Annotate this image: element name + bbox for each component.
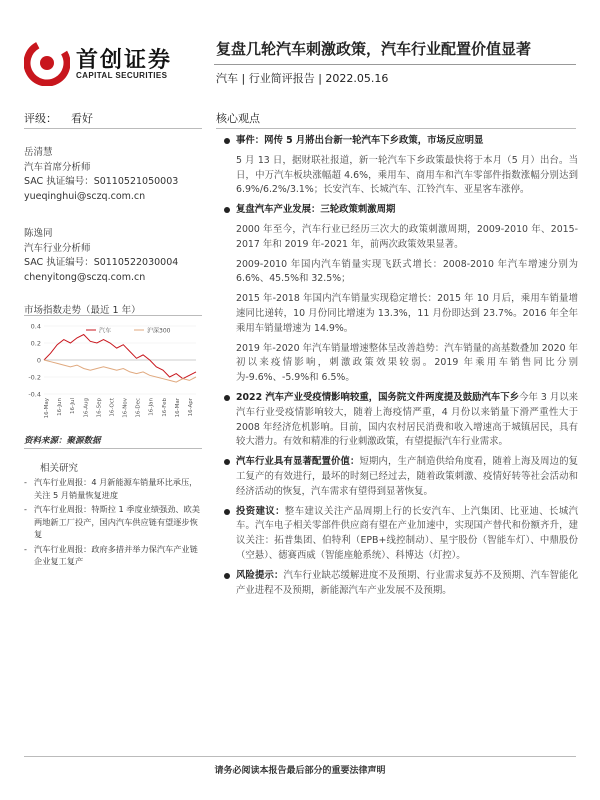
core-bullet — [222, 134, 578, 149]
x-tick-label: 16-Dec — [135, 398, 142, 418]
core-bullet — [222, 455, 578, 499]
paragraph-text: 5 月 13 日，据财联社报道，新一轮汽车下乡政策最快将于本月（5 月）出台。当日，中万汽车板块涨幅超 4.6%，乘用车、商用车和汽车零部件指数涨幅分别达到 6.9%/6.2%/3.1%；长安汽车、长城汽车、江铃汽车、亚星客车涨停。 — [236, 154, 578, 196]
x-tick-label: 16-Nov — [122, 398, 129, 418]
bullet-heading: 风险提示： — [236, 569, 284, 581]
core-bullet — [222, 391, 578, 450]
left-divider — [24, 128, 202, 129]
x-tick-label: 16-Oct — [109, 398, 116, 417]
legend-label: 沪深300 — [147, 327, 171, 335]
core-paragraph — [222, 292, 578, 336]
paragraph-text: 2000 年至今，汽车行业已经历三次大的政策刺激周期，2009-2010 年、2015-2017 年和 2019 年-2021 年，前两次政策效果显著。 — [236, 223, 578, 250]
source-divider — [24, 448, 202, 449]
core-paragraph — [222, 342, 578, 386]
x-tick-label: 16-Aug — [83, 398, 90, 418]
paragraph-text: 汽车行业缺芯缓解进度不及预期、行业需求复苏不及预期、汽车智能化产业进程不及预期，新能源汽车产业发展不及预期。 — [236, 569, 578, 596]
analyst-card — [24, 146, 178, 204]
x-tick-label: 16-Feb — [161, 398, 168, 417]
analyst-name: 岳清慧 — [24, 147, 53, 158]
footer-disclaimer: 请务必阅读本报告最后部分的重要法律声明 — [214, 766, 386, 776]
report-title: 复盘几轮汽车刺激政策，汽车行业配置价值显著 — [216, 40, 532, 58]
y-tick-label: -0.4 — [28, 390, 41, 399]
analyst-name: 陈逸同 — [24, 228, 53, 239]
y-tick-label: 0 — [36, 356, 41, 365]
analyst-sac: SAC 执证编号：S0110521050003 — [24, 176, 179, 187]
x-tick-label: 16-Mar — [174, 398, 181, 418]
chart-source: 资料来源：聚源数据 — [24, 436, 101, 446]
core-bullet — [222, 569, 578, 599]
paragraph-text: 短期内，生产制造供给角度看，随着上海及周边的复工复产的有效进行，最坏的时刻已经过去，随着政策刺激、疫情好转等社会活动和经济活动的恢复，汽车需求有望得到显著恢复。 — [236, 456, 578, 497]
report-subtitle: 汽车 | 行业简评报告 | 2022.05.16 — [216, 72, 389, 85]
x-tick-label: 16-Jan — [148, 398, 155, 416]
logo-text-cn: 首创证券 — [76, 48, 173, 73]
x-tick-label: 16-Jul — [70, 398, 77, 414]
related-item[interactable]: - 汽车行业周报：4 月新能源车销量环比承压，关注 5 月销量恢复进度 — [24, 476, 204, 501]
core-paragraph — [222, 223, 578, 253]
core-bullet — [222, 203, 578, 218]
x-tick-label: 16-Sep — [96, 398, 103, 418]
y-tick-label: 0.2 — [30, 339, 41, 348]
chart-title: 市场指数走势（最近 1 年） — [24, 305, 141, 316]
related-item[interactable]: - 汽车行业周报：特斯拉 1 季度业绩强劲、欧美两地新工厂投产，国内汽车供应链有望逐步恢复 — [24, 503, 204, 541]
related-research-list — [24, 476, 204, 570]
title-divider — [214, 64, 576, 65]
chart-svg — [24, 316, 202, 426]
core-paragraph — [222, 258, 578, 288]
legend-label: 汽车 — [99, 327, 112, 335]
analyst-email[interactable]: yueqinghui@sczq.com.cn — [24, 190, 146, 202]
core-divider — [216, 128, 576, 129]
bullet-heading: 汽车行业具有显著配置价值： — [236, 456, 360, 468]
analyst-card — [24, 227, 178, 285]
core-paragraph — [222, 154, 578, 198]
rating-value: 看好 — [71, 112, 93, 125]
x-tick-label: 16-Apr — [188, 398, 194, 417]
logo-text-en: CAPITAL SECURITIES — [76, 71, 168, 80]
bullet-heading: 2022 汽车产业受疫情影响较重，国务院文件两度提及鼓励汽车下乡 — [236, 391, 520, 403]
market-index-chart — [24, 315, 202, 425]
y-tick-label: -0.2 — [28, 373, 41, 382]
paragraph-text: 整车建议关注产品周期上行的长安汽车、上汽集团、比亚迪、长城汽车。汽车电子相关零部件供应商有望在产业加速中，实现国产替代和份额齐升，建议关注：拓普集团、伯特利（EPB+线控制动）、星宇股份（智能车灯）、中鼎股份（空悬）、德赛西威（智能座舱系统）、科博达（灯控）。 — [236, 505, 578, 561]
bullet-heading: 事件：网传 5 月將出台新一轮汽车下乡政策，市场反应明显 — [236, 135, 484, 146]
analyst-email[interactable]: chenyitong@sczq.com.cn — [24, 271, 146, 283]
footer-divider — [24, 756, 576, 757]
analyst-role: 汽车首席分析师 — [24, 161, 91, 173]
analyst-role: 汽车行业分析师 — [24, 242, 91, 254]
core-bullet — [222, 505, 578, 564]
paragraph-text: 2009-2010 年国内汽车销量实现飞跃式增长：2008-2010 年汽车增速分别为 6.6%、45.5%和 32.5%； — [236, 258, 578, 285]
bullet-heading: 投资建议： — [236, 505, 285, 517]
core-view-title: 核心观点 — [216, 112, 260, 125]
x-tick-label: 16-May — [44, 398, 50, 419]
series-line-hs300 — [44, 360, 196, 382]
analyst-sac: SAC 执证编号：S0110522030004 — [24, 257, 179, 268]
rating — [24, 110, 93, 126]
y-tick-label: 0.4 — [30, 322, 41, 331]
rating-label: 评级： — [24, 112, 57, 125]
paragraph-text: 2019 年-2020 年汽车销量增速整体呈改善趋势：汽车销量的高基数叠加 2020 年初以来疫情影响，刺激政策效果较弱。2019 年乘用车销售同比分别为-9.6%、-5.9%和 6.5%。 — [236, 342, 578, 384]
logo-mark-icon — [24, 40, 70, 86]
x-tick-label: 16-Jun — [57, 398, 64, 416]
related-item[interactable]: - 汽车行业周报：政府多措并举力保汽车产业链企业复工复产 — [24, 543, 204, 568]
company-logo — [24, 40, 200, 86]
related-research-title: 相关研究 — [40, 463, 79, 474]
series-line-auto — [44, 335, 196, 379]
core-view-body — [222, 134, 578, 603]
paragraph-text: 今年 3 月以来汽车行业受疫情影响较大，随着上海疫情严重，4 月份以来销量下滑严重性大于 2008 年经济危机影响。目前，国内农村居民消费和收入增速高于城镇居民，具有较大潜力。有效和精准的行业刺激政策，有望提振汽车行业需求。 — [236, 391, 579, 448]
paragraph-text: 2015 年-2018 年国内汽车销量实现稳定增长：2015 年 10 月后，乘用车销量增速同比递转，10 月份同比增速为 13.3%，11 月份即达到 23.7%。2016 年全年乘用车销量增速为 14.9%。 — [236, 293, 578, 334]
bullet-heading: 复盘汽车产业发展：三轮政策刺激周期 — [236, 204, 396, 216]
